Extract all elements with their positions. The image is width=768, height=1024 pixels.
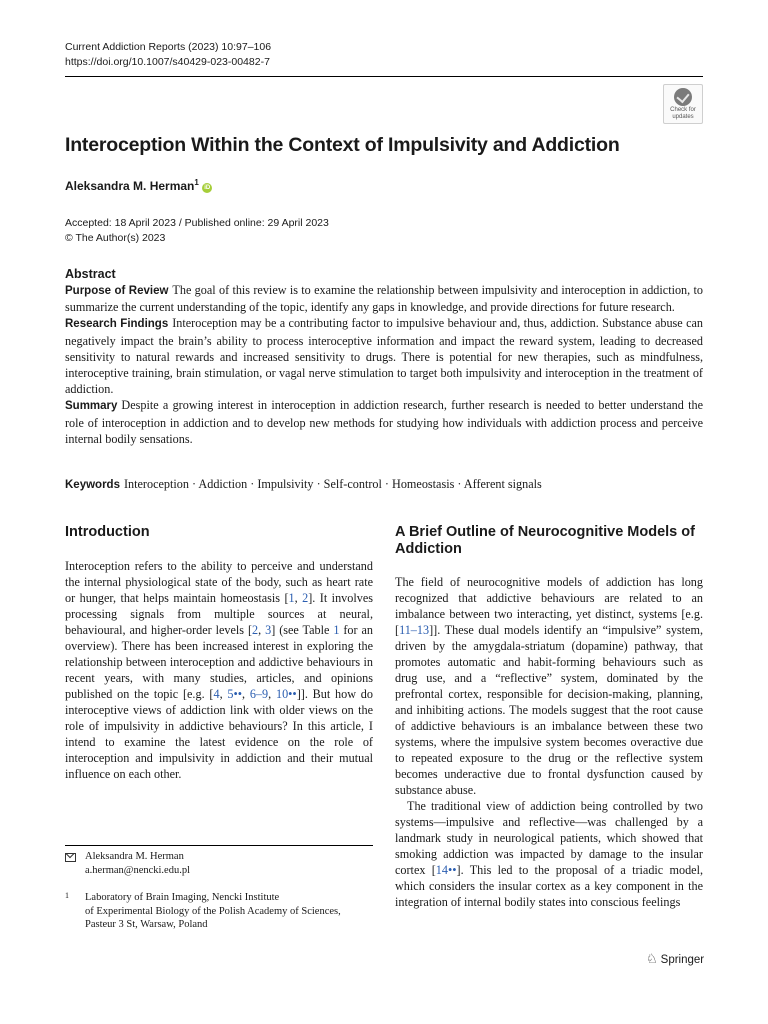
abstract-findings — [65, 315, 703, 397]
intro-text-7: , — [219, 687, 228, 701]
intro-text-10: ]]. But how do interoceptive views of addiction link with older views on the role of impulsivity in addictive behaviours? In this article, I intend to examine the latest evidence on the role of interoception and impulsivity in addiction and their mutual influence on each other. — [65, 687, 373, 781]
affiliation-line: of Experimental Biology of the Polish Academy of Sciences, — [85, 905, 341, 917]
outline-text-2: ]]. These dual models identify an “impulsive” system, driven by the amygdala-striatum (dopamine) pathway, that promotes automatic and habit-forming behaviours such as drug use, and a “reflective” system, dominated by the prefrontal cortex, responsible for decision-making, planning, and inhibiting actions. The models suggest that the root cause of addictive behaviours is an imbalance between these two systems, where the impulsive system becomes overactive due to repeated exposure to the drug or the reflective system becomes underactive due to frontal dysfunction caused by substance abuse. — [395, 623, 703, 797]
check-updates-icon — [674, 88, 692, 106]
header-rule — [65, 76, 703, 77]
abstract-section — [65, 266, 703, 447]
journal-citation: Current Addiction Reports (2023) 10:97–106 — [65, 41, 272, 53]
citation-link[interactable]: 2 — [302, 591, 309, 605]
intro-text-1: Interoception refers to the ability to perceive and understand the internal physiological state of the body, such as heart rate or hunger, that helps maintain homeostasis [ — [65, 559, 373, 605]
citation-link[interactable]: 3 — [265, 623, 272, 637]
purpose-label: Purpose of Review — [65, 285, 169, 297]
check-updates-label-2: updates — [672, 114, 694, 120]
abstract-heading: Abstract — [65, 267, 116, 281]
keywords-line — [65, 477, 542, 492]
outline-text-3: The traditional view of addiction being controlled by two systems—impulsive and reflective—was challenged by a landmark study in neurological patients, which showed that smoking addiction was impacted by damage to the insular cortex [ — [395, 799, 703, 877]
author-affiliation-mark: 1 — [194, 178, 199, 187]
citation-link[interactable]: 6–9 — [249, 687, 269, 701]
summary-label: Summary — [65, 400, 118, 413]
findings-text: Interoception may be a contributing factor to impulsive behaviour and, thus, addiction. Substance abuse can negatively impact the brain’s ability to process interoceptive information and impact the reward system, leading to decreased sensitivity to natural rewards and increased sensitivity to drugs. There is potential for new therapies, such as mindfulness, interoceptive training, brain stimulation, or vagal nerve stimulation to target both impulsivity and interoception in the treatment of addiction. — [65, 316, 703, 397]
publisher-name: Springer — [660, 954, 705, 966]
introduction-paragraph — [65, 558, 373, 782]
left-column — [65, 524, 373, 782]
author-line — [65, 178, 212, 193]
summary-text: Despite a growing interest in interoception in addiction research, further research is needed to better understand the role of interoception in addiction and to develop new methods for studying how individuals with addiction process and perceive internal bodily sensations. — [65, 398, 703, 446]
table-link[interactable]: 1 — [333, 623, 340, 637]
outline-paragraph-2 — [395, 798, 703, 910]
citation-link[interactable]: 10•• — [275, 687, 297, 701]
citation-link[interactable]: 5•• — [227, 687, 243, 701]
springer-horse-icon: ♘ — [646, 951, 658, 966]
intro-text-9: , — [268, 687, 276, 701]
intro-text-8: , — [242, 687, 250, 701]
citation-link[interactable]: 4 — [213, 687, 220, 701]
affiliation-footnote — [65, 891, 375, 932]
purpose-text: The goal of this review is to examine the relationship between impulsivity and interoception in addiction, to summarize the current understanding of the topic, identify any gaps in knowledge, and provide directions for future research. — [65, 283, 703, 315]
accepted-published-dates: Accepted: 18 April 2023 / Published online: 29 April 2023 — [65, 217, 329, 229]
findings-label: Research Findings — [65, 318, 169, 331]
citation-link[interactable]: 14•• — [435, 863, 457, 877]
publisher-logo — [646, 951, 704, 967]
citation-link[interactable]: 11–13 — [399, 623, 430, 637]
orcid-icon[interactable]: iD — [204, 185, 211, 191]
outline-text-4: ]. This led to the proposal of a triadic model, which considers the insular cortex as a key component in the integration of internal bodily states into conscious feelings — [395, 863, 704, 909]
right-column — [395, 524, 703, 910]
affiliation-line: Pasteur 3 St, Warsaw, Poland — [85, 919, 208, 930]
affiliation-mark: 1 — [65, 891, 69, 900]
publication-dates — [65, 216, 329, 246]
affiliation-line: Laboratory of Brain Imaging, Nencki Institute — [85, 892, 280, 903]
introduction-heading: Introduction — [65, 524, 150, 540]
footnotes — [65, 850, 375, 932]
abstract-summary — [65, 397, 703, 447]
intro-text-4: , — [258, 623, 266, 637]
keywords-label: Keywords — [65, 479, 120, 491]
footnote-rule — [65, 845, 373, 846]
intro-text-5: ] (see Table — [271, 623, 334, 637]
intro-text-3: ]. It involves processing signals from multiple sources at neural, behavioural, and higher-order levels [ — [65, 591, 373, 637]
corresponding-author — [65, 850, 375, 877]
footnote-author-name: Aleksandra M. Herman — [85, 851, 184, 862]
check-for-updates-button[interactable] — [663, 84, 703, 124]
doi-link[interactable]: https://doi.org/10.1007/s40429-023-00482-7 — [65, 56, 270, 68]
author-email-link[interactable]: a.herman@nencki.edu.pl — [85, 864, 191, 876]
citation-link[interactable]: 1 — [288, 591, 295, 605]
journal-header — [65, 40, 271, 70]
outline-text-1: The field of neurocognitive models of addiction has long recognized that addictive behaviours are related to an imbalance between two interacting, yet distinct, systems [e.g. [ — [395, 575, 703, 637]
intro-text-6: for an overview). There has been increased interest in exploring the relationship between interoception and addictive behaviours in recent years, with many studies, articles, and opinions published on the topic [e.g. [ — [65, 623, 374, 701]
author-name[interactable]: Aleksandra M. Herman — [65, 179, 195, 193]
abstract-purpose — [65, 282, 703, 315]
envelope-icon — [65, 853, 76, 862]
keywords-text: Interoception · Addiction · Impulsivity · Self-control · Homeostasis · Afferent signals — [123, 477, 542, 491]
check-updates-label-1: Check for — [670, 107, 696, 113]
copyright-notice: © The Author(s) 2023 — [65, 232, 166, 244]
neurocognitive-models-heading: A Brief Outline of Neurocognitive Models of Addiction — [395, 524, 695, 557]
outline-paragraph-1 — [395, 574, 703, 798]
article-title: Interoception Within the Context of Impulsivity and Addiction — [65, 134, 620, 156]
citation-link[interactable]: 2 — [252, 623, 259, 637]
intro-text-2: , — [294, 591, 303, 605]
